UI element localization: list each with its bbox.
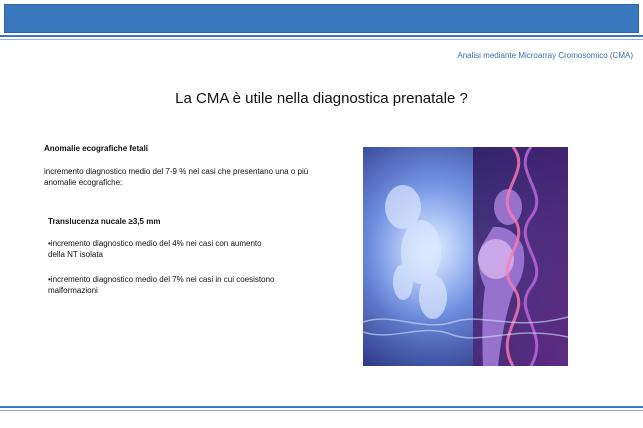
section1-line1: incremento diagnostico medio del 7-9 % nei casi che presentano una o più — [44, 167, 309, 176]
section-heading-translucenza: Translucenza nucale ≥3,5 mm — [48, 217, 161, 226]
header-bar — [4, 4, 639, 33]
section-heading-anomalie: Anomalie ecografiche fetali — [44, 144, 149, 153]
bullet2-line2: malformazioni — [48, 286, 98, 295]
bullet2-line1: •incremento diagnostico medio del 7% nei casi in cui coesistono — [48, 275, 275, 284]
prenatal-dna-illustration — [363, 147, 568, 366]
slide-subtitle: Analisi mediante Microarray Cromosomico (CMA) — [457, 51, 633, 60]
bullet1-line1: •incremento diagnostico medio del 4% nei casi con aumento — [48, 239, 262, 248]
bullet1-line2: della NT isolata — [48, 250, 103, 259]
header-divider — [0, 35, 643, 37]
section1-line2: anomalie ecografiche: — [44, 178, 123, 187]
header-divider-thin — [0, 39, 643, 40]
footer-divider — [0, 406, 643, 408]
footer-divider-thin — [0, 410, 643, 411]
slide-title: La CMA è utile nella diagnostica prenatale ? — [175, 90, 468, 107]
